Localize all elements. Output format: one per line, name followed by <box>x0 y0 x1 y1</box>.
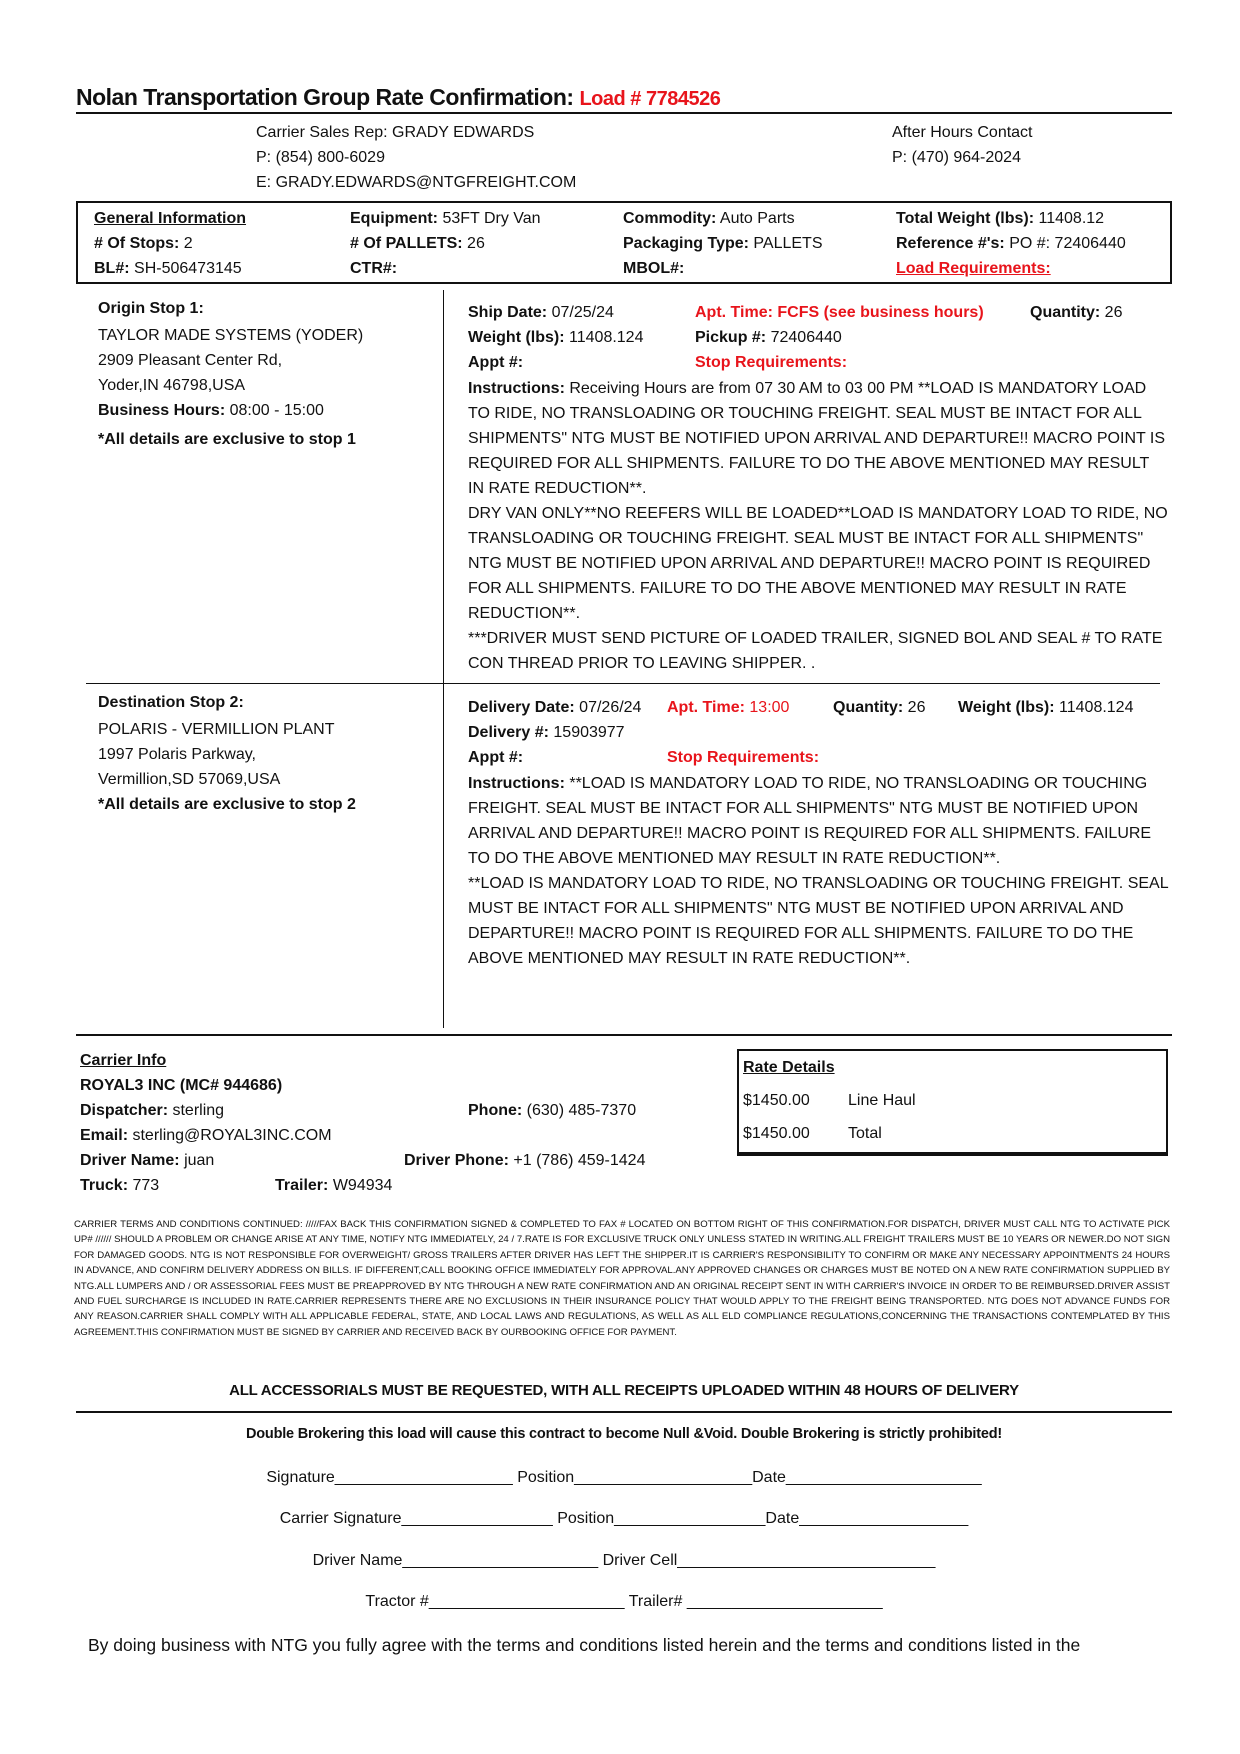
after-hours-phone: P: (470) 964-2024 <box>892 149 1021 166</box>
sales-email: E: GRADY.EDWARDS@NTGFREIGHT.COM <box>256 174 577 191</box>
origin-stop-requirements: Stop Requirements: <box>695 354 848 371</box>
origin-exclusive-note: *All details are exclusive to stop 1 <box>98 431 356 448</box>
truck-number: Truck: 773 <box>80 1177 160 1194</box>
page-title: Nolan Transportation Group Rate Confirmation: Load # 7784526 <box>76 84 721 110</box>
destination-address2: Vermillion,SD 57069,USA <box>98 771 281 788</box>
load-number: Load # 7784526 <box>579 88 721 110</box>
ctr-number: CTR#: <box>350 260 398 277</box>
destination-name: POLARIS - VERMILLION PLANT <box>98 721 335 738</box>
pallets-count: # Of PALLETS: 26 <box>350 235 485 252</box>
pickup-number: Pickup #: 72406440 <box>695 329 842 346</box>
stop-separator <box>86 683 1160 684</box>
dispatcher: Dispatcher: sterling <box>80 1102 225 1119</box>
carrier-signature-line[interactable]: Carrier Signature_________________ Position_________________Date___________________ <box>279 1510 969 1527</box>
destination-quantity: Quantity: 26 <box>833 699 926 716</box>
packaging-type: Packaging Type: PALLETS <box>623 235 823 252</box>
sales-rep: Carrier Sales Rep: GRADY EDWARDS <box>256 124 535 141</box>
carrier-info-heading: Carrier Info <box>80 1052 167 1069</box>
origin-instructions: Instructions: Receiving Hours are from 07 30 AM to 03 00 PM **LOAD IS MANDATORY LOAD TO RIDE, NO TRANSLOADING OR TOUCHING FREIGHT. SEAL MUST BE INTACT FOR ALL SHIPMENTS" NTG MUST BE NOTIFIED UPON ARRIVAL AND DEPARTURE!! MACRO POINT IS REQUIRED FOR ALL SHIPMENTS. FAILURE TO DO THE ABOVE MENTIONED MAY RESULT IN RATE REDUCTION**. DRY VAN ONLY**NO REEFERS WILL BE LOADED**LOAD IS MANDATORY LOAD TO RIDE, NO TRANSLOADING OR TOUCHING FREIGHT. SEAL MUST BE INTACT FOR ALL SHIPMENTS" NTG MUST BE NOTIFIED UPON ARRIVAL AND DEPARTURE!! MACRO POINT IS REQUIRED FOR ALL SHIPMENTS. FAILURE TO DO THE ABOVE MENTIONED MAY RESULT IN RATE REDUCTION**. ***DRIVER MUST SEND PICTURE OF LOADED TRAILER, SIGNED BOL AND SEAL # TO RATE CON THREAD PRIOR TO LEAVING SHIPPER. . <box>468 380 1168 672</box>
bl-number: BL#: SH-506473145 <box>94 260 242 277</box>
notice-rule <box>76 1411 1172 1413</box>
rate-details-heading: Rate Details <box>743 1059 835 1076</box>
double-brokering-notice: Double Brokering this load will cause this contract to become Null &Void. Double Brokering is strictly prohibited! <box>245 1426 1002 1442</box>
general-info-heading: General Information <box>94 210 247 227</box>
sales-phone: P: (854) 800-6029 <box>256 149 385 166</box>
accessorials-notice: ALL ACCESSORIALS MUST BE REQUESTED, WITH ALL RECEIPTS UPLOADED WITHIN 48 HOURS OF DELIVERY <box>229 1382 1019 1399</box>
after-hours-label: After Hours Contact <box>892 124 1033 141</box>
origin-heading: Origin Stop 1: <box>98 300 204 317</box>
footer-agreement: By doing business with NTG you fully agree with the terms and conditions listed herein and the terms and conditions listed in the <box>88 1635 1081 1655</box>
tractor-trailer-line[interactable]: Tractor #______________________ Trailer# ______________________ <box>365 1593 883 1610</box>
ship-date: Ship Date: 07/25/24 <box>468 304 614 321</box>
mbol-number: MBOL#: <box>623 260 685 277</box>
signature-line[interactable]: Signature____________________ Position____________________Date______________________ <box>266 1469 982 1486</box>
destination-stop-requirements: Stop Requirements: <box>667 749 820 766</box>
origin-address1: 2909 Pleasant Center Rd, <box>98 352 283 369</box>
destination-instructions: Instructions: **LOAD IS MANDATORY LOAD TO RIDE, NO TRANSLOADING OR TOUCHING FREIGHT. SEAL MUST BE INTACT FOR ALL SHIPMENTS" NTG MUST BE NOTIFIED UPON ARRIVAL AND DEPARTURE!! MACRO POINT IS REQUIRED FOR ALL SHIPMENTS. FAILURE TO DO THE ABOVE MENTIONED MAY RESULT IN RATE REDUCTION**. **LOAD IS MANDATORY LOAD TO RIDE, NO TRANSLOADING OR TOUCHING FREIGHT. SEAL MUST BE INTACT FOR ALL SHIPMENTS" NTG MUST BE NOTIFIED UPON ARRIVAL AND DEPARTURE!! MACRO POINT IS REQUIRED FOR ALL SHIPMENTS. FAILURE TO DO THE ABOVE MENTIONED MAY RESULT IN RATE REDUCTION**. <box>468 775 1169 967</box>
carrier-phone: Phone: (630) 485-7370 <box>468 1102 637 1119</box>
delivery-number: Delivery #: 15903977 <box>468 724 625 741</box>
rate-row-label: Line Haul <box>848 1092 916 1109</box>
delivery-date: Delivery Date: 07/26/24 <box>468 699 642 716</box>
rate-box-bottom-rule <box>737 1154 1168 1156</box>
stops-count: # Of Stops: 2 <box>94 235 193 252</box>
destination-appt-number: Appt #: <box>468 749 524 766</box>
origin-appt-time: Apt. Time: FCFS (see business hours) <box>695 304 984 321</box>
carrier-email: Email: sterling@ROYAL3INC.COM <box>80 1127 332 1144</box>
trailer-number: Trailer: W94934 <box>275 1177 393 1194</box>
total-weight: Total Weight (lbs): 11408.12 <box>896 210 1105 227</box>
origin-address2: Yoder,IN 46798,USA <box>98 377 246 394</box>
commodity: Commodity: Auto Parts <box>623 210 795 227</box>
stops-divider <box>443 290 444 1028</box>
load-requirements-link[interactable]: Load Requirements: <box>896 260 1051 277</box>
carrier-name: ROYAL3 INC (MC# 944686) <box>80 1077 283 1094</box>
rate-row-amount: $1450.00 <box>743 1092 810 1109</box>
origin-quantity: Quantity: 26 <box>1030 304 1123 321</box>
driver-phone: Driver Phone: +1 (786) 459-1424 <box>404 1152 646 1169</box>
terms-and-conditions: CARRIER TERMS AND CONDITIONS CONTINUED: /////FAX BACK THIS CONFIRMATION SIGNED & COMPLETED TO FAX # LOCATED ON BOTTOM RIGHT OF THIS CONFIRMATION.FOR DISPATCH, DRIVER MUST CALL NTG TO ACTIVATE PICK UP# ////// SHOULD A PROBLEM OR CHANGE ARISE AT ANY TIME, NOTIFY NTG IMMEDIATELY, 24 / 7.RATE IS FOR EXCLUSIVE TRUCK ONLY UNLESS STATED IN WRITING.ALL FREIGHT TRAILERS MUST BE 10 YEARS OR NEWER.DO NOT SIGN FOR DAMAGED GOODS. NTG IS NOT RESPONSIBLE FOR OVERWEIGHT/ GROSS TRAILERS AFTER DRIVER HAS LEFT THE SHIPPER.IT IS CARRIER'S RESPONSIBILITY TO CONFIRM OR MAKE ANY NECESSARY APPOINTMENTS 24 HOURS IN ADVANCE, AND CONFIRM DELIVERY ADDRESS ON BILLS. IF DIFFERENT,CALL BOOKING OFFICE IMMEDIATELY FOR APPROVAL.ANY APPROVED CHANGES OR CHARGES MUST BE NOTED ON A NEW RATE CONFIRMATION SUPPLIED BY NTG.ALL LUMPERS AND / OR ASSESSORIAL FEES MUST BE PREAPPROVED BY NTG THROUGH A NEW RATE CONFIRMATION AND AN ORIGINAL RECEIPT SENT IN WITH CARRIER'S INVOICE IN ORDER TO BE REIMBURSED.DRIVER ASSIST AND FUEL SURCHARGE IS INCLUDED IN RATE.CARRIER REPRESENTS THERE ARE NO EXCLUSIONS IN THEIR INSURANCE POLICY THAT WOULD APPLY TO THE FREIGHT BEING TRANSPORTED. NTG DOES NOT ADVANCE FUNDS FOR ANY REASON.CARRIER SHALL COMPLY WITH ALL APPLICABLE FEDERAL, STATE, AND LOCAL LAWS AND REGULATIONS, AS WELL AS ALL ELD COMPLIANCE REGULATIONS,CONCERNING THE TRANSACTIONS CONTEMPLATED BY THIS AGREEMENT.THIS CONFIRMATION MUST BE SIGNED BY CARRIER AND RECEIVED BACK BY OURBOOKING OFFICE FOR PAYMENT. <box>74 1219 1170 1338</box>
origin-business-hours: Business Hours: 08:00 - 15:00 <box>98 402 324 419</box>
destination-appt-time: Apt. Time: 13:00 <box>667 699 790 716</box>
driver-name-line[interactable]: Driver Name______________________ Driver Cell_____________________________ <box>312 1552 936 1569</box>
carrier-rule <box>76 1034 1172 1036</box>
destination-exclusive-note: *All details are exclusive to stop 2 <box>98 796 356 813</box>
rate-row-amount: $1450.00 <box>743 1125 810 1142</box>
equipment: Equipment: 53FT Dry Van <box>350 210 541 227</box>
reference-numbers: Reference #'s: PO #: 72406440 <box>896 235 1126 252</box>
rate-row-label: Total <box>848 1125 882 1142</box>
origin-appt-number: Appt #: <box>468 354 524 371</box>
destination-weight: Weight (lbs): 11408.124 <box>958 699 1134 716</box>
title-rule <box>76 112 1172 114</box>
destination-heading: Destination Stop 2: <box>98 694 244 711</box>
origin-weight: Weight (lbs): 11408.124 <box>468 329 644 346</box>
origin-name: TAYLOR MADE SYSTEMS (YODER) <box>98 327 364 344</box>
driver-name: Driver Name: juan <box>80 1152 215 1169</box>
destination-address1: 1997 Polaris Parkway, <box>98 746 256 763</box>
